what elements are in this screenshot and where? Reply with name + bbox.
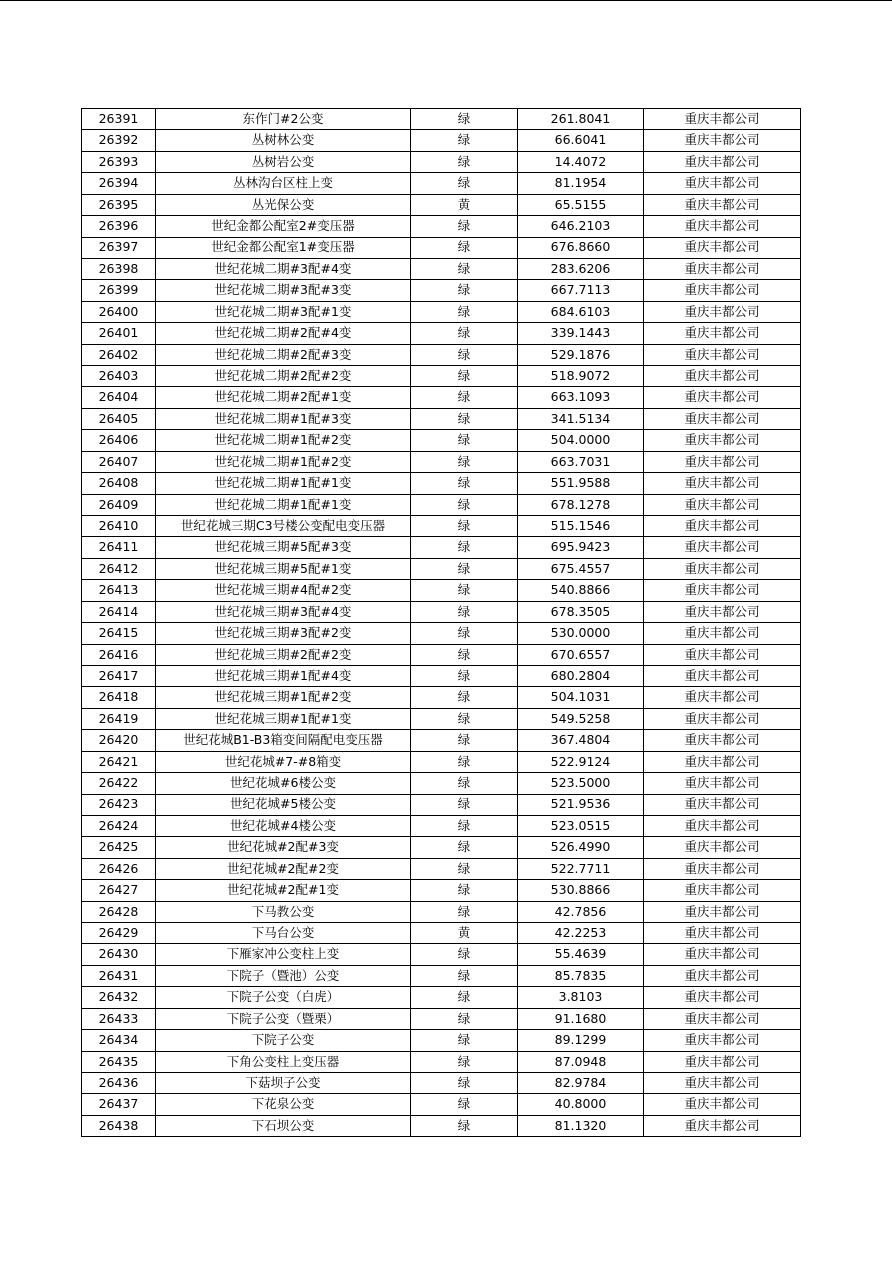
company-cell: 重庆丰都公司 xyxy=(644,237,801,258)
row-id-cell: 26424 xyxy=(82,815,156,836)
row-id-cell: 26394 xyxy=(82,173,156,194)
value-cell: 684.6103 xyxy=(518,301,644,322)
company-cell: 重庆丰都公司 xyxy=(644,323,801,344)
status-color-cell: 绿 xyxy=(411,665,518,686)
value-cell: 667.7113 xyxy=(518,280,644,301)
table-row xyxy=(82,237,801,258)
company-cell: 重庆丰都公司 xyxy=(644,258,801,279)
value-cell: 526.4990 xyxy=(518,837,644,858)
transformer-name-cell: 世纪花城#4楼公变 xyxy=(156,815,411,836)
table-row xyxy=(82,258,801,279)
company-cell: 重庆丰都公司 xyxy=(644,837,801,858)
company-cell: 重庆丰都公司 xyxy=(644,601,801,622)
status-color-cell: 绿 xyxy=(411,644,518,665)
row-id-cell: 26413 xyxy=(82,580,156,601)
row-id-cell: 26396 xyxy=(82,216,156,237)
value-cell: 695.9423 xyxy=(518,537,644,558)
transformer-name-cell: 世纪花城三期#1配#4变 xyxy=(156,665,411,686)
table-row xyxy=(82,430,801,451)
transformer-name-cell: 世纪花城二期#2配#2变 xyxy=(156,366,411,387)
transformer-name-cell: 世纪花城三期#4配#2变 xyxy=(156,580,411,601)
transformer-name-cell: 世纪花城二期#2配#4变 xyxy=(156,323,411,344)
company-cell: 重庆丰都公司 xyxy=(644,965,801,986)
transformer-name-cell: 世纪花城#5楼公变 xyxy=(156,794,411,815)
transformer-name-cell: 世纪花城三期#3配#2变 xyxy=(156,623,411,644)
transformer-name-cell: 世纪花城二期#2配#3变 xyxy=(156,344,411,365)
row-id-cell: 26414 xyxy=(82,601,156,622)
company-cell: 重庆丰都公司 xyxy=(644,773,801,794)
company-cell: 重庆丰都公司 xyxy=(644,109,801,130)
status-color-cell: 绿 xyxy=(411,387,518,408)
row-id-cell: 26400 xyxy=(82,301,156,322)
transformer-name-cell: 东作门#2公变 xyxy=(156,109,411,130)
row-id-cell: 26405 xyxy=(82,408,156,429)
status-color-cell: 绿 xyxy=(411,494,518,515)
status-color-cell: 绿 xyxy=(411,1094,518,1115)
transformer-name-cell: 世纪花城二期#1配#3变 xyxy=(156,408,411,429)
company-cell: 重庆丰都公司 xyxy=(644,1115,801,1136)
table-row xyxy=(82,1094,801,1115)
status-color-cell: 绿 xyxy=(411,366,518,387)
table-row xyxy=(82,815,801,836)
page-top-rule xyxy=(0,0,892,1)
transformer-name-cell: 世纪花城二期#1配#1变 xyxy=(156,473,411,494)
value-cell: 521.9536 xyxy=(518,794,644,815)
transformer-name-cell: 下马教公变 xyxy=(156,901,411,922)
table-row xyxy=(82,130,801,151)
company-cell: 重庆丰都公司 xyxy=(644,815,801,836)
row-id-cell: 26416 xyxy=(82,644,156,665)
table-row xyxy=(82,194,801,215)
company-cell: 重庆丰都公司 xyxy=(644,387,801,408)
company-cell: 重庆丰都公司 xyxy=(644,451,801,472)
status-color-cell: 绿 xyxy=(411,730,518,751)
company-cell: 重庆丰都公司 xyxy=(644,473,801,494)
row-id-cell: 26409 xyxy=(82,494,156,515)
value-cell: 87.0948 xyxy=(518,1051,644,1072)
table-row xyxy=(82,344,801,365)
row-id-cell: 26434 xyxy=(82,1030,156,1051)
company-cell: 重庆丰都公司 xyxy=(644,537,801,558)
row-id-cell: 26393 xyxy=(82,151,156,172)
status-color-cell: 绿 xyxy=(411,1115,518,1136)
value-cell: 55.4639 xyxy=(518,944,644,965)
value-cell: 663.1093 xyxy=(518,387,644,408)
status-color-cell: 绿 xyxy=(411,516,518,537)
row-id-cell: 26391 xyxy=(82,109,156,130)
value-cell: 529.1876 xyxy=(518,344,644,365)
company-cell: 重庆丰都公司 xyxy=(644,558,801,579)
value-cell: 40.8000 xyxy=(518,1094,644,1115)
company-cell: 重庆丰都公司 xyxy=(644,880,801,901)
company-cell: 重庆丰都公司 xyxy=(644,1051,801,1072)
row-id-cell: 26432 xyxy=(82,987,156,1008)
table-row xyxy=(82,451,801,472)
value-cell: 42.2253 xyxy=(518,923,644,944)
company-cell: 重庆丰都公司 xyxy=(644,1008,801,1029)
table-row xyxy=(82,387,801,408)
table-row xyxy=(82,366,801,387)
company-cell: 重庆丰都公司 xyxy=(644,216,801,237)
row-id-cell: 26395 xyxy=(82,194,156,215)
status-color-cell: 绿 xyxy=(411,623,518,644)
table-row xyxy=(82,708,801,729)
transformer-name-cell: 世纪花城二期#3配#3变 xyxy=(156,280,411,301)
status-color-cell: 绿 xyxy=(411,323,518,344)
table-body xyxy=(82,109,801,1137)
company-cell: 重庆丰都公司 xyxy=(644,923,801,944)
status-color-cell: 绿 xyxy=(411,944,518,965)
company-cell: 重庆丰都公司 xyxy=(644,794,801,815)
status-color-cell: 绿 xyxy=(411,237,518,258)
table-row xyxy=(82,1051,801,1072)
value-cell: 676.8660 xyxy=(518,237,644,258)
transformer-name-cell: 丛树林公变 xyxy=(156,130,411,151)
table-row xyxy=(82,323,801,344)
status-color-cell: 绿 xyxy=(411,601,518,622)
row-id-cell: 26397 xyxy=(82,237,156,258)
status-color-cell: 绿 xyxy=(411,151,518,172)
status-color-cell: 绿 xyxy=(411,430,518,451)
row-id-cell: 26407 xyxy=(82,451,156,472)
status-color-cell: 绿 xyxy=(411,987,518,1008)
transformer-name-cell: 下院子公变 xyxy=(156,1030,411,1051)
value-cell: 523.0515 xyxy=(518,815,644,836)
value-cell: 42.7856 xyxy=(518,901,644,922)
table-row xyxy=(82,216,801,237)
transformer-name-cell: 世纪花城二期#3配#1变 xyxy=(156,301,411,322)
row-id-cell: 26428 xyxy=(82,901,156,922)
transformer-name-cell: 丛林沟台区柱上变 xyxy=(156,173,411,194)
status-color-cell: 绿 xyxy=(411,837,518,858)
table-row xyxy=(82,687,801,708)
value-cell: 540.8866 xyxy=(518,580,644,601)
value-cell: 504.0000 xyxy=(518,430,644,451)
table-row xyxy=(82,408,801,429)
row-id-cell: 26420 xyxy=(82,730,156,751)
table-row xyxy=(82,1030,801,1051)
row-id-cell: 26417 xyxy=(82,665,156,686)
row-id-cell: 26411 xyxy=(82,537,156,558)
transformer-name-cell: 下马台公变 xyxy=(156,923,411,944)
value-cell: 14.4072 xyxy=(518,151,644,172)
company-cell: 重庆丰都公司 xyxy=(644,644,801,665)
row-id-cell: 26406 xyxy=(82,430,156,451)
row-id-cell: 26392 xyxy=(82,130,156,151)
status-color-cell: 绿 xyxy=(411,301,518,322)
table-row xyxy=(82,494,801,515)
value-cell: 646.2103 xyxy=(518,216,644,237)
transformer-name-cell: 世纪花城#6楼公变 xyxy=(156,773,411,794)
transformer-name-cell: 世纪花城三期C3号楼公变配电变压器 xyxy=(156,516,411,537)
transformer-name-cell: 下角公变柱上变压器 xyxy=(156,1051,411,1072)
company-cell: 重庆丰都公司 xyxy=(644,944,801,965)
transformer-name-cell: 世纪花城三期#5配#3变 xyxy=(156,537,411,558)
table-row xyxy=(82,1008,801,1029)
value-cell: 3.8103 xyxy=(518,987,644,1008)
table-row xyxy=(82,923,801,944)
company-cell: 重庆丰都公司 xyxy=(644,301,801,322)
value-cell: 341.5134 xyxy=(518,408,644,429)
row-id-cell: 26431 xyxy=(82,965,156,986)
company-cell: 重庆丰都公司 xyxy=(644,344,801,365)
row-id-cell: 26418 xyxy=(82,687,156,708)
table-row xyxy=(82,880,801,901)
row-id-cell: 26398 xyxy=(82,258,156,279)
company-cell: 重庆丰都公司 xyxy=(644,1030,801,1051)
status-color-cell: 绿 xyxy=(411,901,518,922)
row-id-cell: 26426 xyxy=(82,858,156,879)
status-color-cell: 绿 xyxy=(411,408,518,429)
status-color-cell: 绿 xyxy=(411,965,518,986)
row-id-cell: 26401 xyxy=(82,323,156,344)
value-cell: 91.1680 xyxy=(518,1008,644,1029)
status-color-cell: 绿 xyxy=(411,216,518,237)
company-cell: 重庆丰都公司 xyxy=(644,1072,801,1093)
table-row xyxy=(82,794,801,815)
company-cell: 重庆丰都公司 xyxy=(644,623,801,644)
status-color-cell: 绿 xyxy=(411,1072,518,1093)
value-cell: 515.1546 xyxy=(518,516,644,537)
company-cell: 重庆丰都公司 xyxy=(644,687,801,708)
company-cell: 重庆丰都公司 xyxy=(644,173,801,194)
company-cell: 重庆丰都公司 xyxy=(644,130,801,151)
row-id-cell: 26415 xyxy=(82,623,156,644)
transformer-name-cell: 世纪花城二期#2配#1变 xyxy=(156,387,411,408)
status-color-cell: 绿 xyxy=(411,580,518,601)
status-color-cell: 绿 xyxy=(411,109,518,130)
status-color-cell: 黄 xyxy=(411,194,518,215)
value-cell: 678.3505 xyxy=(518,601,644,622)
value-cell: 89.1299 xyxy=(518,1030,644,1051)
value-cell: 65.5155 xyxy=(518,194,644,215)
row-id-cell: 26421 xyxy=(82,751,156,772)
row-id-cell: 26419 xyxy=(82,708,156,729)
table-row xyxy=(82,173,801,194)
transformer-name-cell: 世纪花城二期#1配#2变 xyxy=(156,451,411,472)
transformer-name-cell: 下菇坝子公变 xyxy=(156,1072,411,1093)
status-color-cell: 绿 xyxy=(411,258,518,279)
company-cell: 重庆丰都公司 xyxy=(644,430,801,451)
value-cell: 523.5000 xyxy=(518,773,644,794)
row-id-cell: 26435 xyxy=(82,1051,156,1072)
table-row xyxy=(82,858,801,879)
transformer-name-cell: 下院子公变（白虎） xyxy=(156,987,411,1008)
status-color-cell: 绿 xyxy=(411,1030,518,1051)
company-cell: 重庆丰都公司 xyxy=(644,280,801,301)
value-cell: 530.8866 xyxy=(518,880,644,901)
transformer-name-cell: 丛光保公变 xyxy=(156,194,411,215)
table-row xyxy=(82,537,801,558)
value-cell: 678.1278 xyxy=(518,494,644,515)
value-cell: 549.5258 xyxy=(518,708,644,729)
company-cell: 重庆丰都公司 xyxy=(644,751,801,772)
row-id-cell: 26402 xyxy=(82,344,156,365)
row-id-cell: 26433 xyxy=(82,1008,156,1029)
table-row xyxy=(82,965,801,986)
status-color-cell: 绿 xyxy=(411,1051,518,1072)
value-cell: 518.9072 xyxy=(518,366,644,387)
status-color-cell: 绿 xyxy=(411,687,518,708)
transformer-name-cell: 下花泉公变 xyxy=(156,1094,411,1115)
transformer-name-cell: 世纪花城二期#3配#4变 xyxy=(156,258,411,279)
company-cell: 重庆丰都公司 xyxy=(644,366,801,387)
row-id-cell: 26399 xyxy=(82,280,156,301)
table-row xyxy=(82,773,801,794)
row-id-cell: 26423 xyxy=(82,794,156,815)
value-cell: 85.7835 xyxy=(518,965,644,986)
transformer-name-cell: 下石坝公变 xyxy=(156,1115,411,1136)
table-row xyxy=(82,516,801,537)
company-cell: 重庆丰都公司 xyxy=(644,194,801,215)
value-cell: 66.6041 xyxy=(518,130,644,151)
status-color-cell: 绿 xyxy=(411,344,518,365)
transformer-name-cell: 下院子（暨池）公变 xyxy=(156,965,411,986)
status-color-cell: 绿 xyxy=(411,537,518,558)
row-id-cell: 26412 xyxy=(82,558,156,579)
value-cell: 82.9784 xyxy=(518,1072,644,1093)
transformer-name-cell: 世纪花城#2配#1变 xyxy=(156,880,411,901)
table-row xyxy=(82,1072,801,1093)
value-cell: 675.4557 xyxy=(518,558,644,579)
company-cell: 重庆丰都公司 xyxy=(644,858,801,879)
transformer-name-cell: 世纪花城三期#3配#4变 xyxy=(156,601,411,622)
company-cell: 重庆丰都公司 xyxy=(644,730,801,751)
value-cell: 367.4804 xyxy=(518,730,644,751)
table-row xyxy=(82,837,801,858)
transformer-name-cell: 世纪花城#2配#3变 xyxy=(156,837,411,858)
row-id-cell: 26422 xyxy=(82,773,156,794)
value-cell: 670.6557 xyxy=(518,644,644,665)
status-color-cell: 绿 xyxy=(411,708,518,729)
status-color-cell: 绿 xyxy=(411,280,518,301)
value-cell: 663.7031 xyxy=(518,451,644,472)
table-row xyxy=(82,665,801,686)
transformer-name-cell: 世纪花城三期#5配#1变 xyxy=(156,558,411,579)
row-id-cell: 26403 xyxy=(82,366,156,387)
transformer-name-cell: 世纪花城B1-B3箱变间隔配电变压器 xyxy=(156,730,411,751)
company-cell: 重庆丰都公司 xyxy=(644,1094,801,1115)
transformer-name-cell: 世纪金都公配室1#变压器 xyxy=(156,237,411,258)
transformer-name-cell: 世纪花城二期#1配#1变 xyxy=(156,494,411,515)
transformer-name-cell: 世纪花城#2配#2变 xyxy=(156,858,411,879)
table-row xyxy=(82,580,801,601)
table-row xyxy=(82,730,801,751)
row-id-cell: 26410 xyxy=(82,516,156,537)
status-color-cell: 绿 xyxy=(411,880,518,901)
company-cell: 重庆丰都公司 xyxy=(644,987,801,1008)
value-cell: 261.8041 xyxy=(518,109,644,130)
transformer-name-cell: 世纪花城#7-#8箱变 xyxy=(156,751,411,772)
transformer-name-cell: 下院子公变（暨栗） xyxy=(156,1008,411,1029)
row-id-cell: 26404 xyxy=(82,387,156,408)
table-row xyxy=(82,1115,801,1136)
table-row xyxy=(82,944,801,965)
row-id-cell: 26425 xyxy=(82,837,156,858)
transformer-name-cell: 世纪花城三期#2配#2变 xyxy=(156,644,411,665)
table-row xyxy=(82,901,801,922)
table-row xyxy=(82,151,801,172)
transformer-name-cell: 下雁家冲公变柱上变 xyxy=(156,944,411,965)
value-cell: 339.1443 xyxy=(518,323,644,344)
value-cell: 522.7711 xyxy=(518,858,644,879)
table-row xyxy=(82,301,801,322)
status-color-cell: 绿 xyxy=(411,858,518,879)
status-color-cell: 绿 xyxy=(411,130,518,151)
value-cell: 551.9588 xyxy=(518,473,644,494)
status-color-cell: 绿 xyxy=(411,773,518,794)
table-row xyxy=(82,644,801,665)
transformer-table xyxy=(81,108,801,1137)
status-color-cell: 绿 xyxy=(411,794,518,815)
status-color-cell: 绿 xyxy=(411,451,518,472)
status-color-cell: 绿 xyxy=(411,1008,518,1029)
row-id-cell: 26438 xyxy=(82,1115,156,1136)
row-id-cell: 26437 xyxy=(82,1094,156,1115)
table-row xyxy=(82,987,801,1008)
row-id-cell: 26427 xyxy=(82,880,156,901)
row-id-cell: 26436 xyxy=(82,1072,156,1093)
table-row xyxy=(82,623,801,644)
status-color-cell: 绿 xyxy=(411,751,518,772)
table-row xyxy=(82,601,801,622)
status-color-cell: 绿 xyxy=(411,173,518,194)
company-cell: 重庆丰都公司 xyxy=(644,708,801,729)
company-cell: 重庆丰都公司 xyxy=(644,580,801,601)
company-cell: 重庆丰都公司 xyxy=(644,516,801,537)
company-cell: 重庆丰都公司 xyxy=(644,151,801,172)
status-color-cell: 绿 xyxy=(411,815,518,836)
status-color-cell: 绿 xyxy=(411,558,518,579)
row-id-cell: 26430 xyxy=(82,944,156,965)
status-color-cell: 绿 xyxy=(411,473,518,494)
value-cell: 81.1320 xyxy=(518,1115,644,1136)
transformer-name-cell: 丛树岩公变 xyxy=(156,151,411,172)
table-row xyxy=(82,473,801,494)
transformer-name-cell: 世纪金都公配室2#变压器 xyxy=(156,216,411,237)
transformer-name-cell: 世纪花城二期#1配#2变 xyxy=(156,430,411,451)
company-cell: 重庆丰都公司 xyxy=(644,901,801,922)
transformer-name-cell: 世纪花城三期#1配#2变 xyxy=(156,687,411,708)
value-cell: 504.1031 xyxy=(518,687,644,708)
table-row xyxy=(82,558,801,579)
value-cell: 530.0000 xyxy=(518,623,644,644)
value-cell: 522.9124 xyxy=(518,751,644,772)
value-cell: 81.1954 xyxy=(518,173,644,194)
value-cell: 283.6206 xyxy=(518,258,644,279)
transformer-name-cell: 世纪花城三期#1配#1变 xyxy=(156,708,411,729)
value-cell: 680.2804 xyxy=(518,665,644,686)
company-cell: 重庆丰都公司 xyxy=(644,665,801,686)
table-row xyxy=(82,280,801,301)
status-color-cell: 黄 xyxy=(411,923,518,944)
company-cell: 重庆丰都公司 xyxy=(644,408,801,429)
row-id-cell: 26408 xyxy=(82,473,156,494)
table-row xyxy=(82,751,801,772)
company-cell: 重庆丰都公司 xyxy=(644,494,801,515)
row-id-cell: 26429 xyxy=(82,923,156,944)
table-row xyxy=(82,109,801,130)
